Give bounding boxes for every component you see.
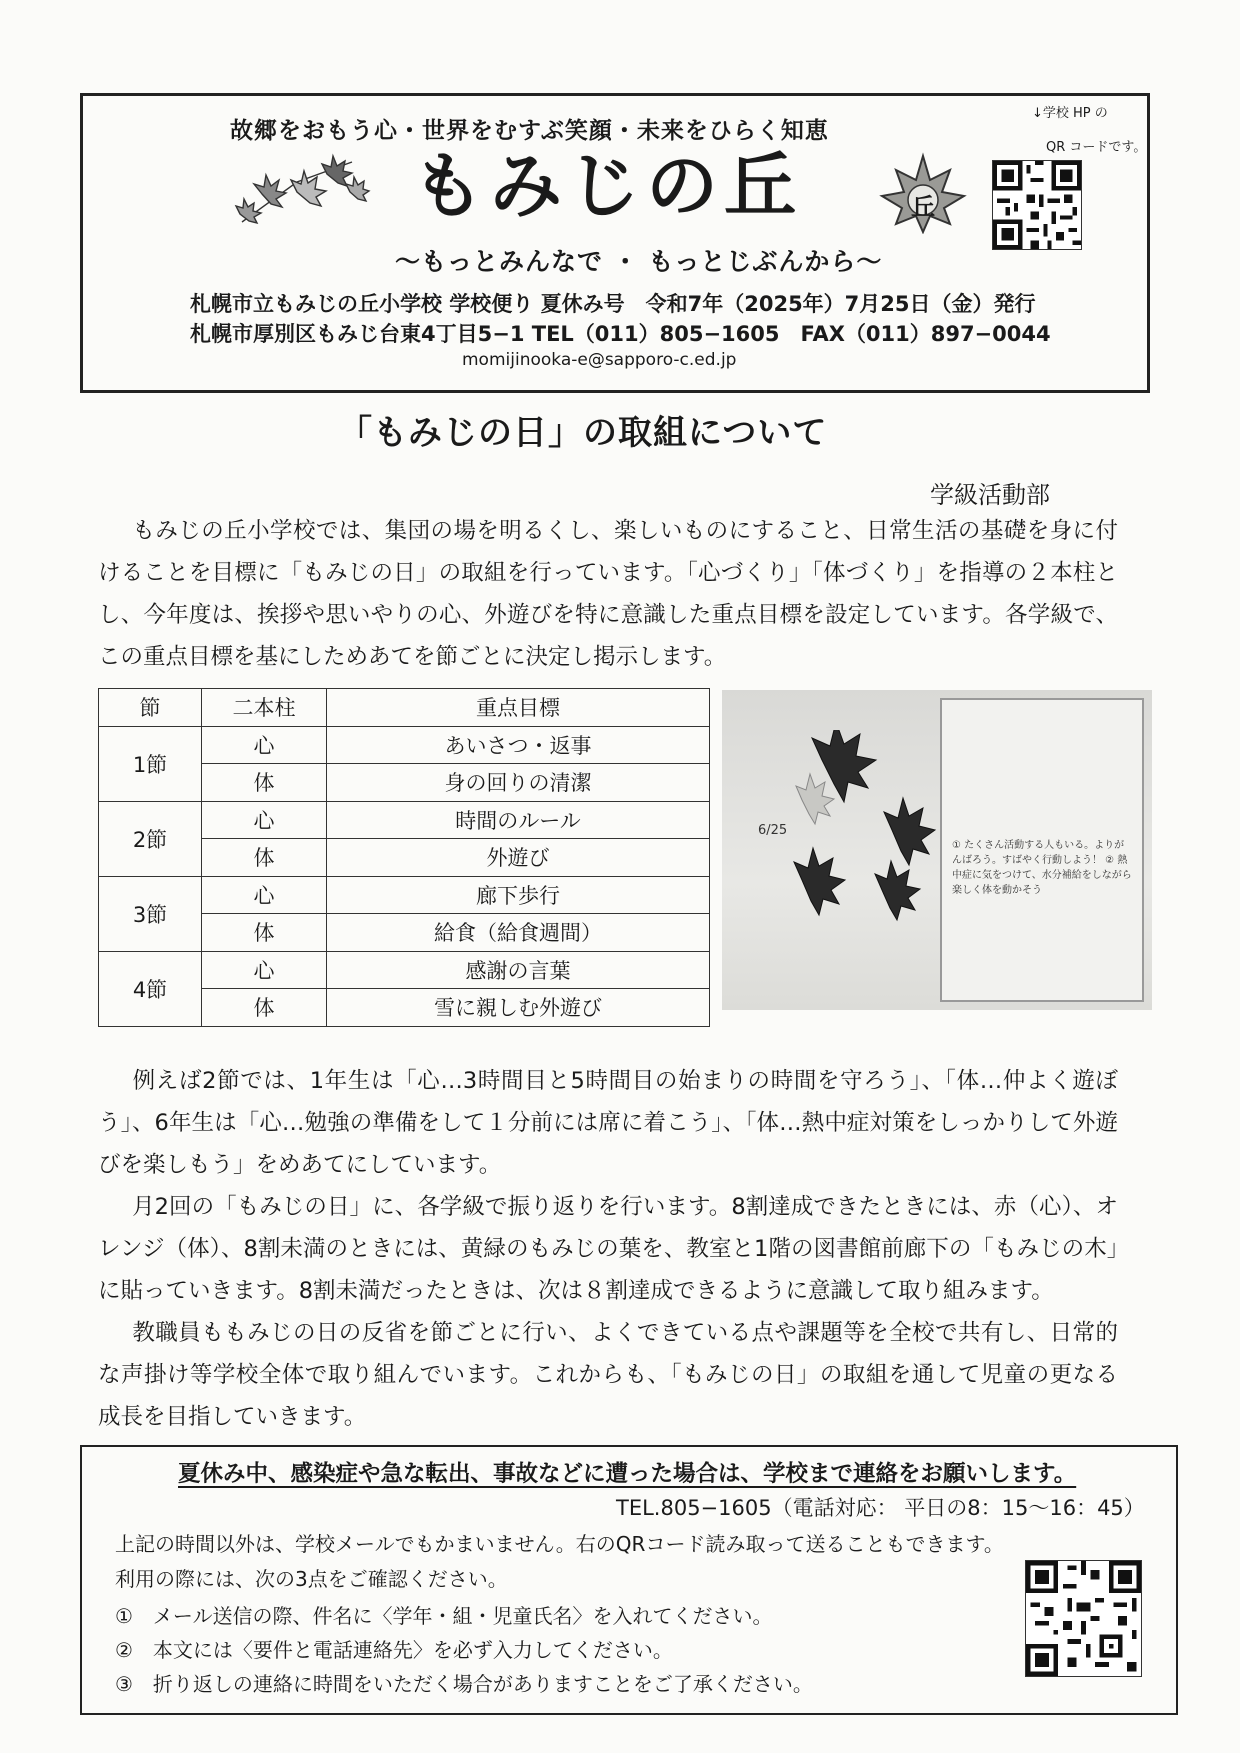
paragraph-3-text: 月2回の「もみじの日」に、各学級で振り返りを行います。8割達成できたときには、赤（心）、オレンジ（体）、8割未満のときには、黄緑のもみじの葉を、教室と1階の図書館前廊下の「もみじの木」に貼っていきます。8割未満だったときは、次は８割達成できるように意識して取り組みます。 xyxy=(98,1194,1118,1304)
term-cell: 4節 xyxy=(99,951,202,1026)
maple-leaf-cutouts xyxy=(742,730,952,990)
pillar-cell: 体 xyxy=(202,989,327,1027)
table-header-row xyxy=(99,689,710,727)
notice-heading: 夏休み中、感染症や急な転出、事故などに遭った場合は、学校まで連絡をお願いします。 xyxy=(178,1461,1077,1487)
goal-cell: 外遊び xyxy=(327,839,710,877)
table-row xyxy=(99,726,710,764)
goal-cell: 雪に親しむ外遊び xyxy=(327,989,710,1027)
paragraph-1-text: もみじの丘小学校では、集団の場を明るくし、楽しいものにすること、日常生活の基礎を身に付けることを目標に「もみじの日」の取組を行っています。「心づくり」「体づくり」を指導の２本柱とし、今年度は、挨拶や思いやりの心、外遊びを特に意識した重点目標を設定しています。各学級で、この重点目標を基にしためあてを節ごとに決定し掲示します。 xyxy=(98,518,1118,670)
school-mail-qr-code[interactable] xyxy=(1025,1560,1142,1677)
school-motto: 故郷をおもう心・世界をむすぶ笑顔・未来をひらく知恵 xyxy=(230,118,829,144)
header-term: 節 xyxy=(99,689,202,727)
pillar-cell: 心 xyxy=(202,951,327,989)
pillar-cell: 体 xyxy=(202,914,327,952)
notice-item-3: ③ 折り返しの連絡に時間をいただく場合がありますことをご了承ください。 xyxy=(115,1672,813,1696)
notice-item-1: ① メール送信の際、件名に〈学年・組・児童氏名〉を入れてください。 xyxy=(115,1604,773,1628)
goal-cell: あいさつ・返事 xyxy=(327,726,710,764)
goal-cell: 身の回りの清潔 xyxy=(327,764,710,802)
emblem-char: 丘 xyxy=(911,193,935,221)
pillar-cell: 心 xyxy=(202,876,327,914)
goal-cell: 時間のルール xyxy=(327,801,710,839)
masthead-title: もみじの丘 xyxy=(412,144,803,228)
header-pillar: 二本柱 xyxy=(202,689,327,727)
header-goal: 重点目標 xyxy=(327,689,710,727)
table-row xyxy=(99,951,710,989)
article-paragraph-4 xyxy=(98,1312,1118,1438)
article-title: 「もみじの日」の取組について xyxy=(338,413,828,453)
photo-date-label: 6/25 xyxy=(758,823,788,838)
goals-table xyxy=(98,688,710,1027)
pillar-cell: 心 xyxy=(202,801,327,839)
school-email[interactable]: momijinooka-e@sapporo-c.ed.jp xyxy=(462,350,737,370)
notice-tel: TEL.805−1605（電話対応： 平日の8：15〜16：45） xyxy=(616,1496,1145,1520)
term-cell: 1節 xyxy=(99,726,202,801)
pillar-cell: 体 xyxy=(202,764,327,802)
paragraph-2-text: 例えば2節では、1年生は「心…3時間目と5時間目の始まりの時間を守ろう」、「体…仲よく遊ぼう」、6年生は「心…勉強の準備をして１分前には席に着こう」、「体…熱中症対策をしっかりして外遊びを楽しもう」をめあてにしています。 xyxy=(98,1068,1118,1178)
masthead-subtitle: 〜もっとみんなで ・ もっとじぶんから〜 xyxy=(395,247,883,276)
table-row xyxy=(99,801,710,839)
article-paragraph-3 xyxy=(98,1186,1118,1312)
maple-leaves-illustration xyxy=(222,152,372,237)
article-department: 学級活動部 xyxy=(930,481,1050,509)
publisher-line: 札幌市立もみじの丘小学校 学校便り 夏休み号 令和7年（2025年）7月25日（金）発行 xyxy=(190,292,1036,316)
maple-board-photo xyxy=(722,690,1152,1010)
article-paragraph-1 xyxy=(98,510,1118,678)
paragraph-4-text: 教職員ももみじの日の反省を節ごとに行い、よくできている点や課題等を全校で共有し、日常的な声掛け等学校全体で取り組んでいます。これからも、「もみじの日」の取組を通して児童の更なる成長を目指していきます。 xyxy=(98,1320,1118,1430)
goal-cell: 給食（給食週間） xyxy=(327,914,710,952)
article-paragraph-2 xyxy=(98,1060,1118,1186)
qr-note-line1: ↓学校 HP の xyxy=(1032,106,1108,121)
classroom-board xyxy=(940,698,1144,1002)
notice-item-2: ② 本文には〈要件と電話連絡先〉を必ず入力してください。 xyxy=(115,1638,673,1662)
notice-line-1: 上記の時間以外は、学校メールでもかまいません。右のQRコード読み取って送ることもできます。 xyxy=(115,1532,1004,1556)
goal-cell: 廊下歩行 xyxy=(327,876,710,914)
school-emblem xyxy=(878,152,968,234)
board-note: ① たくさん活動する人もいる。よりがんばろう。すばやく行動しよう！ ② 熱中症に気をつけて、水分補給をしながら楽しく体を動かそう xyxy=(952,840,1132,896)
qr-note-line2: QR コードです。 xyxy=(1046,140,1147,155)
term-cell: 3節 xyxy=(99,876,202,951)
pillar-cell: 体 xyxy=(202,839,327,877)
address-line: 札幌市厚別区もみじ台東4丁目5−1 TEL（011）805−1605 FAX（011）897−0044 xyxy=(190,322,1051,346)
term-cell: 2節 xyxy=(99,801,202,876)
school-hp-qr-code[interactable] xyxy=(992,160,1082,250)
goal-cell: 感謝の言葉 xyxy=(327,951,710,989)
table-row xyxy=(99,876,710,914)
notice-line-2: 利用の際には、次の3点をご確認ください。 xyxy=(115,1567,508,1591)
pillar-cell: 心 xyxy=(202,726,327,764)
